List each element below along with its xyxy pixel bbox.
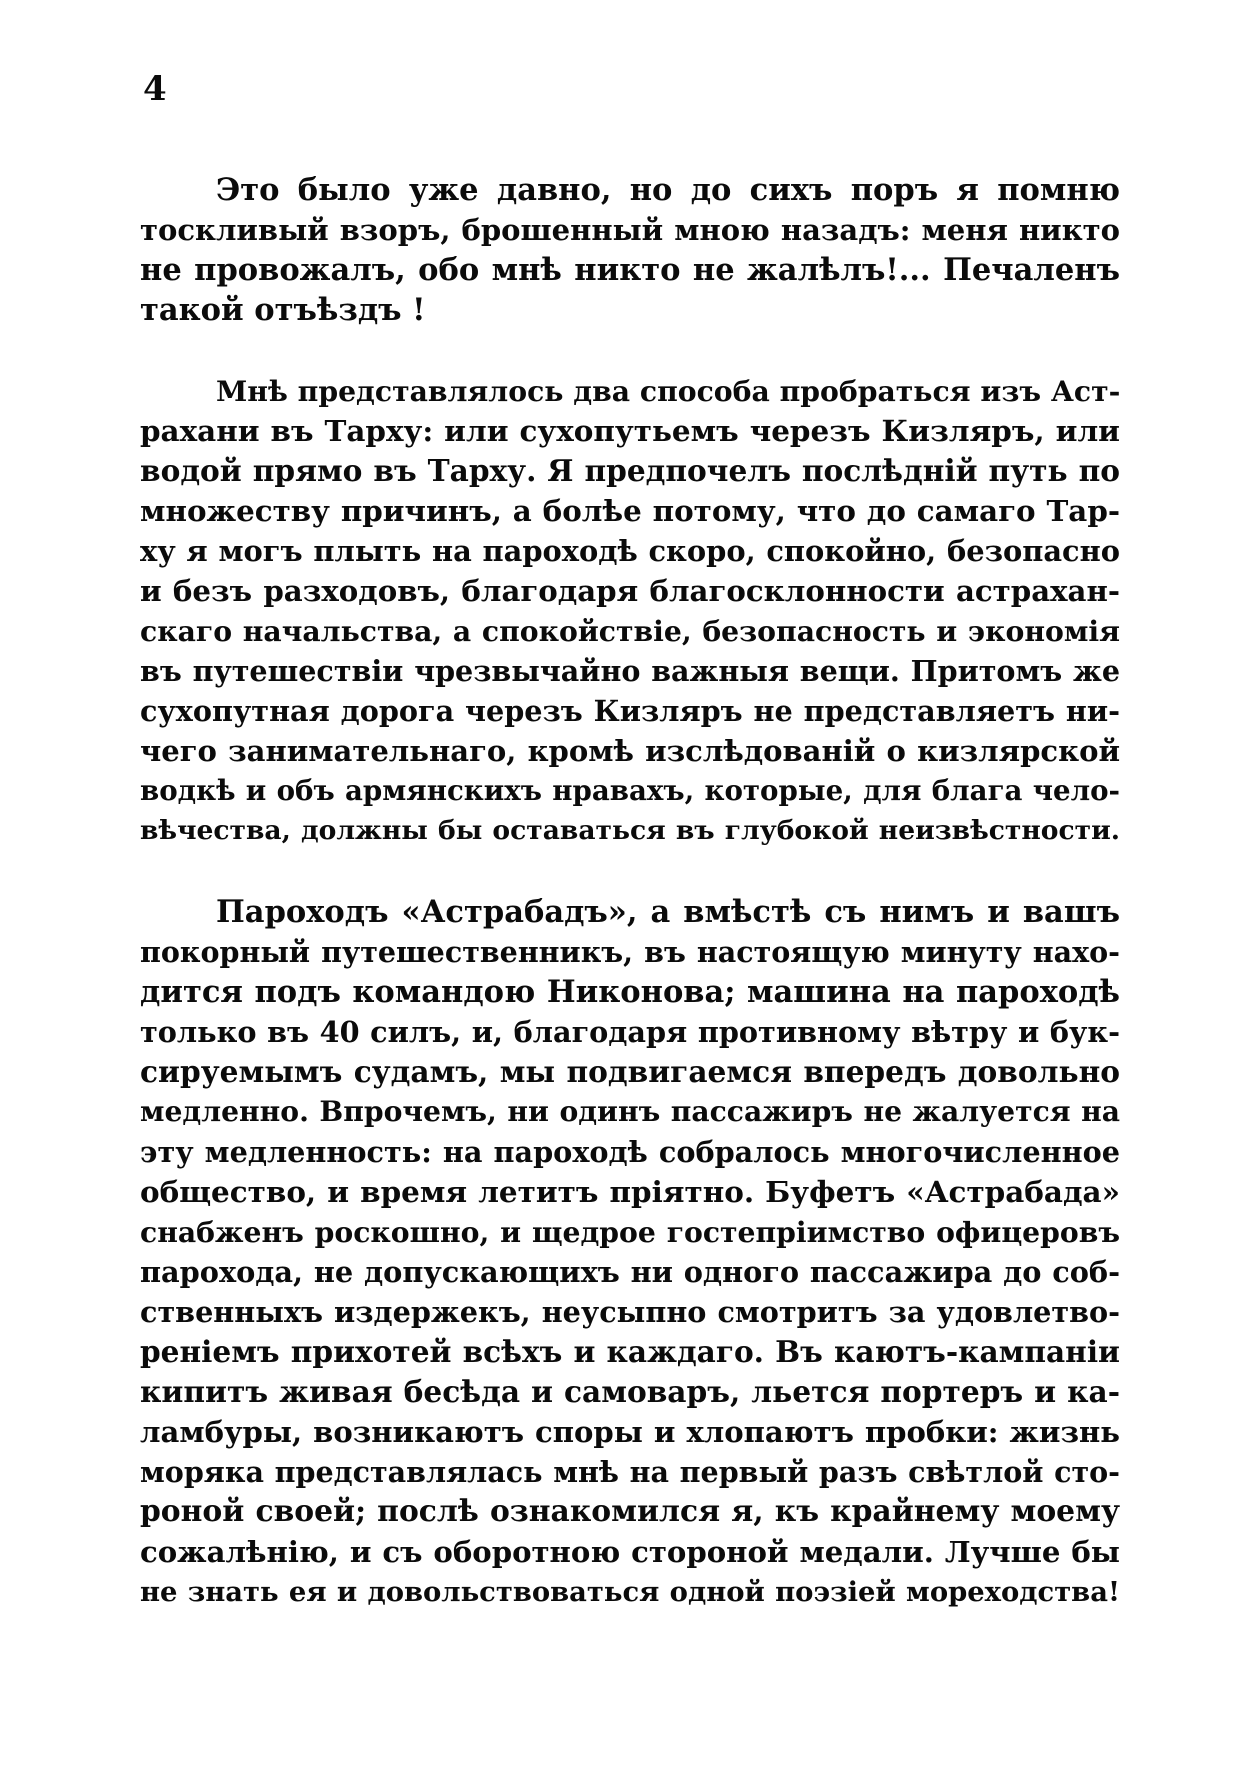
text-line: множеству причинъ, а болѣе потому, что до самаго Тар- xyxy=(140,493,1120,528)
text-line: рахани въ Тарху: или сухопутьемъ черезъ Кизляръ, или xyxy=(140,413,1120,448)
text-line: и безъ разходовъ, благодаря благосклонности астрахан- xyxy=(140,574,1120,608)
text-line: не провожалъ, обо мнѣ никто не жалѣлъ!... Печаленъ xyxy=(140,252,1120,288)
text-line: ху я могъ плыть на пароходѣ скоро, спокойно, безопасно xyxy=(140,534,1120,568)
text-line: эту медленность: на пароходѣ собралось многочисленное xyxy=(140,1135,1120,1169)
text-line: Мнѣ представлялось два способа пробраться изъ Аст- xyxy=(216,374,1121,408)
text-line: роной своей; послѣ ознакомился я, къ крайнему моему xyxy=(140,1494,1120,1529)
text-line: моряка представлялась мнѣ на первый разъ свѣтлой сто- xyxy=(140,1455,1120,1489)
paragraph-1 xyxy=(140,170,1120,330)
text-line: ственныхъ издержекъ, неусыпно смотритъ за удовлетво- xyxy=(140,1295,1120,1329)
text-line: въ путешествіи чрезвычайно важныя вещи. Притомъ же xyxy=(140,654,1120,688)
text-line: кипитъ живая бесѣда и самоваръ, льется портеръ и ка- xyxy=(140,1374,1120,1409)
paragraph-2 xyxy=(140,371,1120,851)
text-line: медленно. Впрочемъ, ни одинъ пассажиръ не жалуется на xyxy=(140,1095,1120,1128)
text-line: реніемъ прихотей всѣхъ и каждаго. Въ каютъ-кампаніи xyxy=(140,1334,1120,1369)
text-line: только въ 40 силъ, и, благодаря противному вѣтру и бук- xyxy=(140,1015,1120,1049)
text-line: не знать ея и довольствоваться одной поэзіей мореходства! xyxy=(140,1576,1120,1608)
text-line: покорный путешественникъ, въ настоящую минуту нахо- xyxy=(140,935,1120,969)
body-text xyxy=(140,170,1120,1653)
text-line: водой прямо въ Тарху. Я предпочелъ послѣдній путь по xyxy=(140,453,1120,488)
text-line: общество, и время летитъ пріятно. Буфетъ «Астрабада» xyxy=(140,1174,1120,1209)
text-line: тоскливый взоръ, брошенный мною назадъ: меня никто xyxy=(140,213,1120,247)
text-line: скаго начальства, а спокойствіе, безопасность и экономія xyxy=(140,614,1120,648)
text-line: водкѣ и объ армянскихъ нравахъ, которые, для блага чело- xyxy=(140,774,1120,807)
page-number: 4 xyxy=(143,69,167,109)
paragraph-3 xyxy=(140,892,1120,1612)
text-line: дится подъ командою Никонова; машина на пароходѣ xyxy=(140,974,1120,1010)
text-line: такой отъѣздъ ! xyxy=(140,292,426,328)
text-line: снабженъ роскошно, и щедрое гостепріимство офицеровъ xyxy=(140,1215,1120,1249)
text-line: сожалѣнію, и съ оборотною стороной медали. Лучше бы xyxy=(140,1535,1120,1569)
text-line: Пароходъ «Астрабадъ», а вмѣстѣ съ нимъ и вашъ xyxy=(216,894,1120,930)
text-line: сируемымъ судамъ, мы подвигаемся впередъ довольно xyxy=(140,1054,1120,1089)
text-line: ламбуры, возникаютъ споры и хлопаютъ пробки: жизнь xyxy=(140,1415,1120,1449)
text-line: Это было уже давно, но до сихъ поръ я помню xyxy=(216,172,1120,208)
text-line: сухопутная дорога черезъ Кизляръ не представляетъ ни- xyxy=(140,694,1120,728)
text-line: парохода, не допускающихъ ни одного пассажира до соб- xyxy=(140,1255,1120,1289)
text-line: вѣчества, должны бы оставаться въ глубокой неизвѣстности. xyxy=(140,815,1120,846)
text-line: чего занимательнаго, кромѣ изслѣдованій о кизлярской xyxy=(140,734,1120,768)
